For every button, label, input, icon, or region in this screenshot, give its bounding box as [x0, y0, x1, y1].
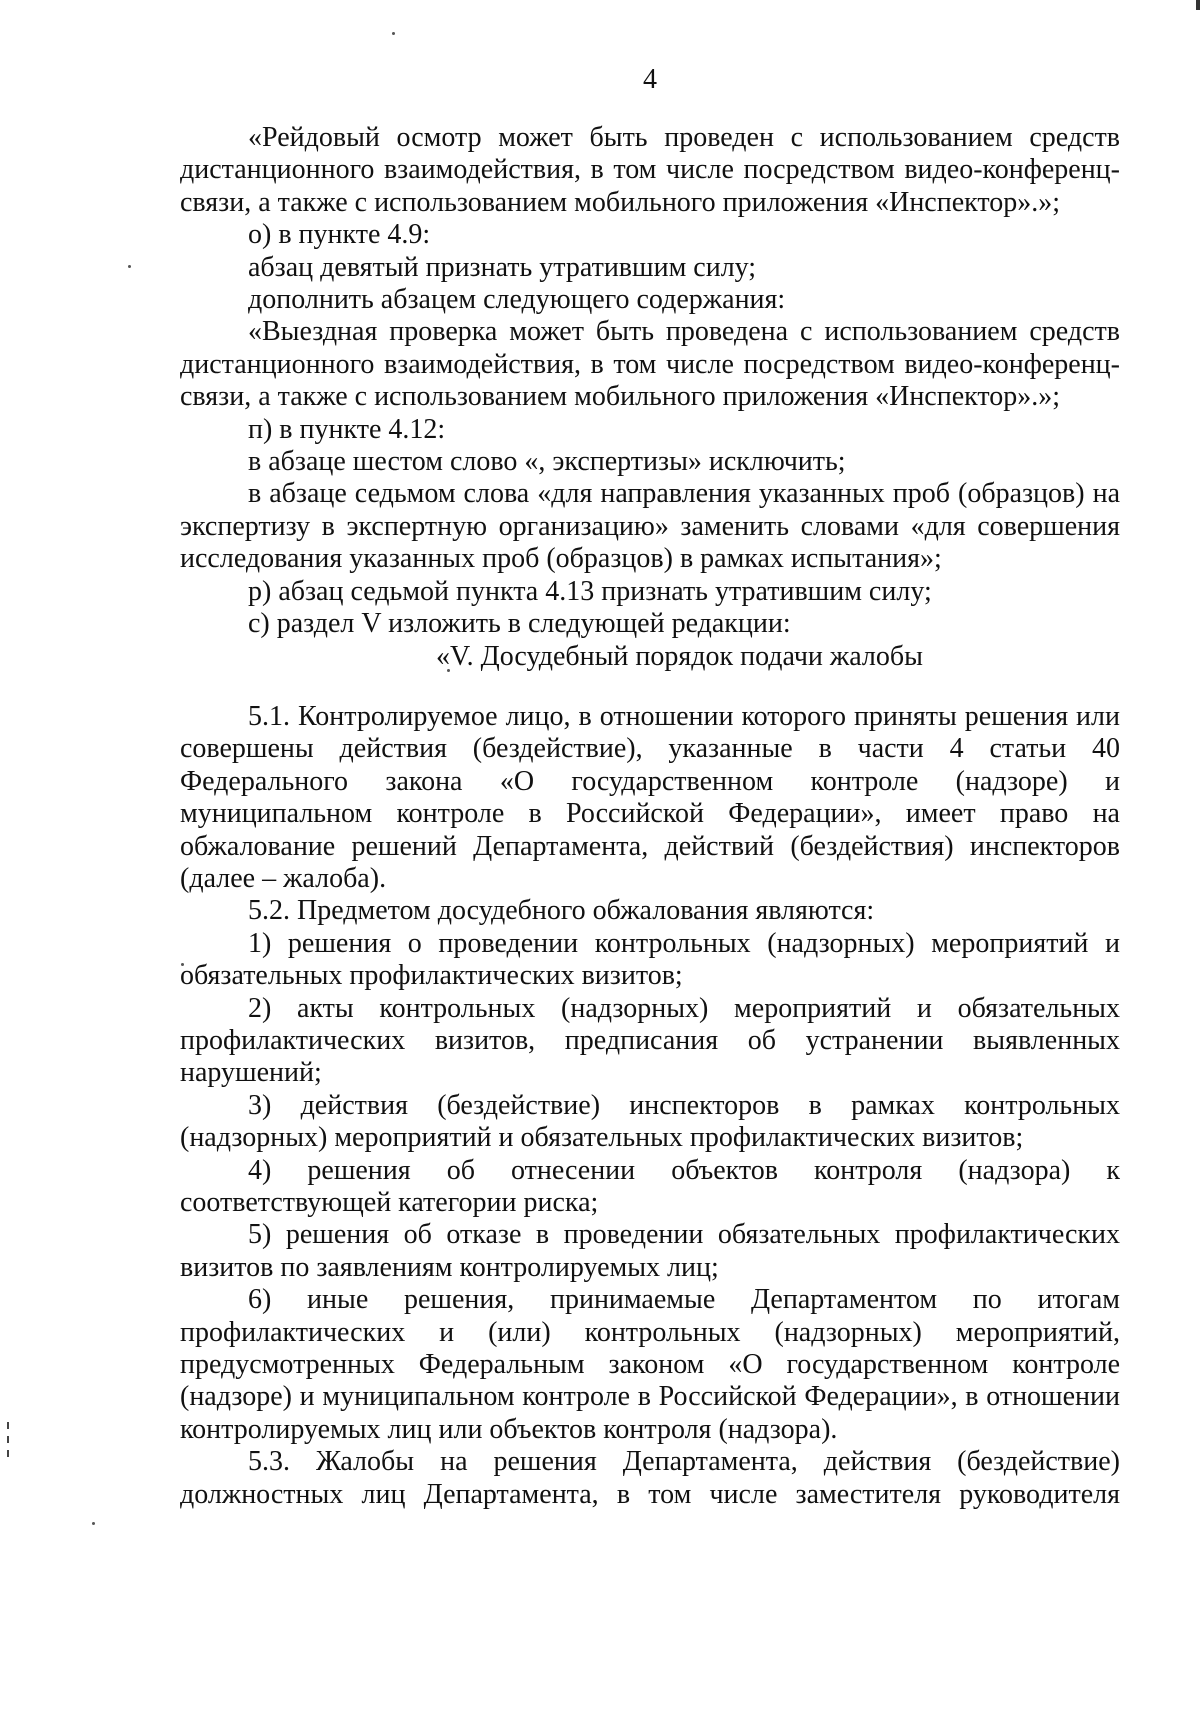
- scan-margin-mark: [7, 1436, 9, 1443]
- section-paragraph: 1) решения о проведении контрольных (надзорных) мероприятий и обязательных профилактических визитов;: [180, 927, 1120, 992]
- section-paragraph: 5.1. Контролируемое лицо, в отношении которого приняты решения или совершены действия (бездействие), указанные в части 4 статьи 40 Федерального закона «О государственном контроле (надзоре) и муниципальном контроле в Российской Федерации», имеет право на обжалование решений Департамента, действий (бездействия) инспекторов (далее – жалоба).: [180, 700, 1120, 894]
- paragraph: дополнить абзацем следующего содержания:: [248, 284, 786, 316]
- scan-speck: [392, 32, 395, 35]
- section-paragraph: 4) решения об отнесении объектов контроля (надзора) к соответствующей категории риска;: [180, 1154, 1120, 1218]
- scan-margin-mark: [7, 1450, 9, 1457]
- paragraph: р) абзац седьмой пункта 4.13 признать утратившим силу;: [248, 575, 932, 607]
- paragraph: в абзаце шестом слово «, экспертизы» исключить;: [248, 446, 846, 478]
- scan-edge-mark: [1196, 0, 1200, 10]
- section-paragraph: 5) решения об отказе в проведении обязательных профилактических визитов по заявлениям контролируемых лиц;: [180, 1219, 1120, 1283]
- paragraph: с) раздел V изложить в следующей редакции:: [248, 608, 791, 640]
- paragraph: о) в пункте 4.9:: [248, 219, 431, 251]
- paragraph: «Выездная проверка может быть проведена с использованием средств дистанционного взаимодействия, в том числе посредством видео-конференц-связи, а также с использованием мобильного приложения «Инспектор».»;: [180, 316, 1120, 413]
- section-paragraph: 6) иные решения, принимаемые Департаментом по итогам профилактических и (или) контрольных (надзорных) мероприятий, предусмотренных Федеральным законом «О государственном контроле (надзоре) и муниципальном контроле в Российской Федерации», в отношении контролируемых лиц или объектов контроля (надзора).: [180, 1284, 1120, 1445]
- paragraph: абзац девятый признать утратившим силу;: [248, 251, 757, 283]
- section-paragraph: 3) действия (бездействие) инспекторов в рамках контрольных (надзорных) мероприятий и обязательных профилактических визитов;: [180, 1089, 1120, 1154]
- section-paragraph: 5.2. Предметом досудебного обжалования являются:: [248, 895, 875, 927]
- paragraph: в абзаце седьмом слова «для направления указанных проб (образцов) на экспертизу в экспертную организацию» заменить словами «для совершения исследования указанных проб (образцов) в рамках испытания»;: [180, 478, 1120, 575]
- document-body: [180, 122, 1120, 1511]
- scan-margin-mark: [7, 1422, 9, 1429]
- scan-speck: [92, 1522, 95, 1525]
- page-number: 4: [643, 64, 657, 95]
- section-paragraph: 5.3. Жалобы на решения Департамента, действия (бездействие) должностных лиц Департамента, в том числе заместителя руководителя: [180, 1446, 1120, 1510]
- section-paragraph: 2) акты контрольных (надзорных) мероприятий и обязательных профилактических визитов, предписания об устранении выявленных нарушений;: [180, 992, 1120, 1089]
- paragraph: «Рейдовый осмотр может быть проведен с использованием средств дистанционного взаимодействия, в том числе посредством видео-конференц-связи, а также с использованием мобильного приложения «Инспектор».»;: [180, 122, 1120, 218]
- paragraph: п) в пункте 4.12:: [248, 413, 446, 445]
- section-heading: «V. Досудебный порядок подачи жалобы: [436, 640, 923, 672]
- scan-speck: [128, 265, 131, 268]
